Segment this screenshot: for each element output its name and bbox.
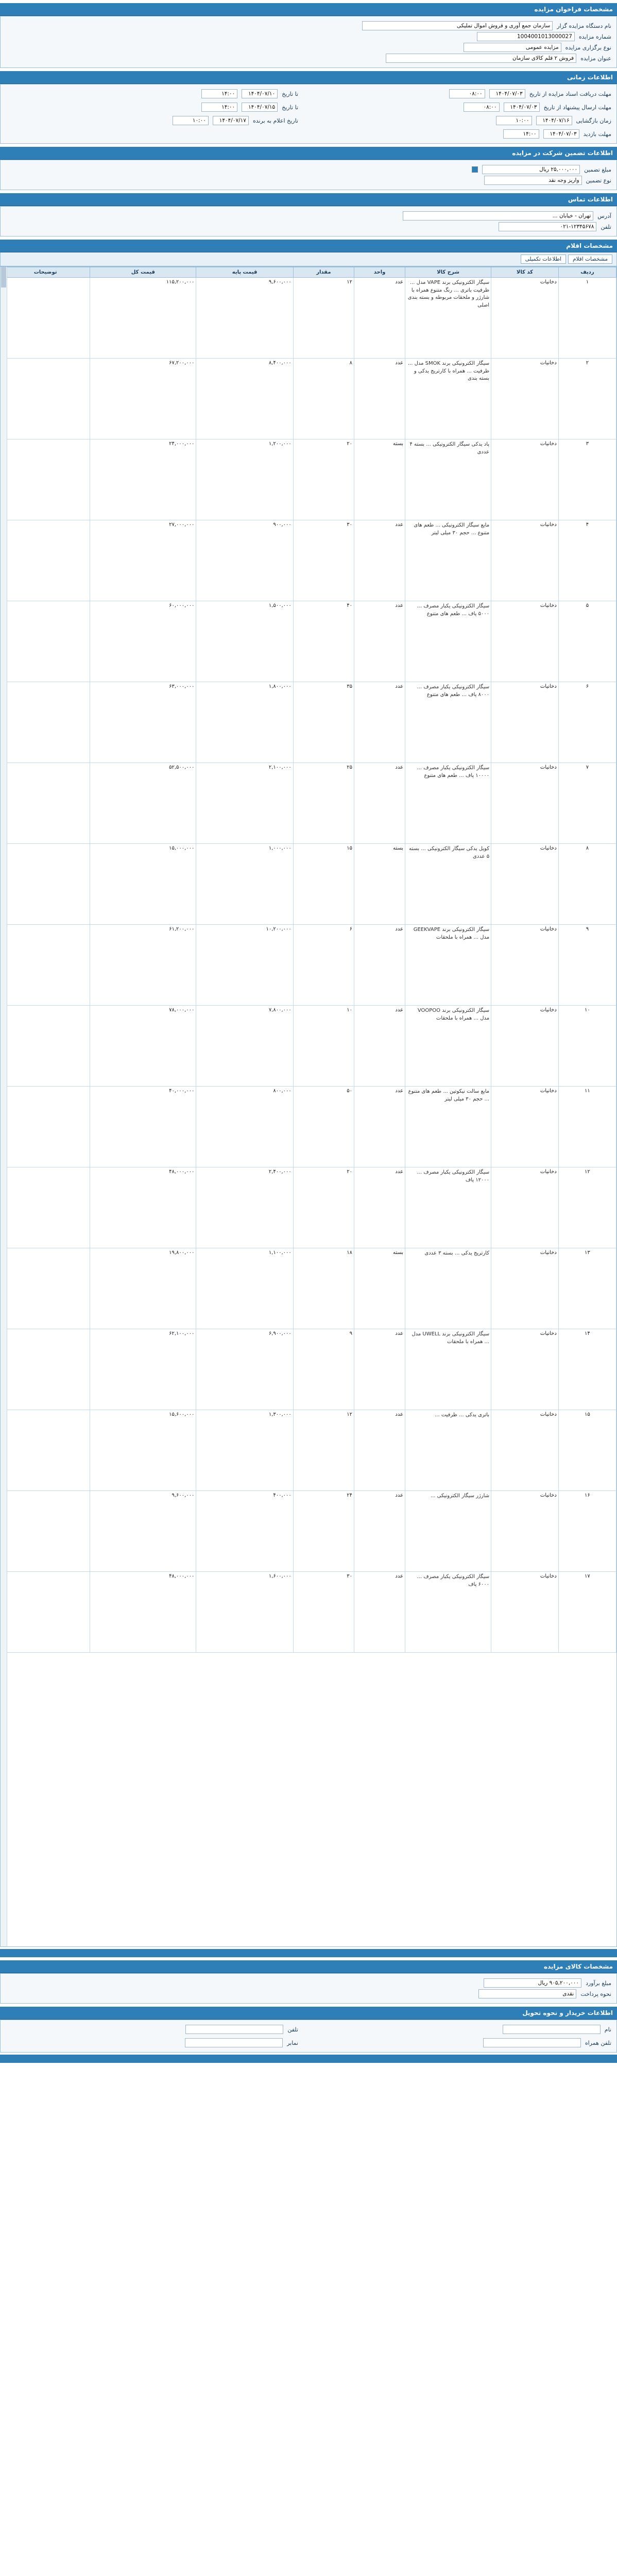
price-cell: ۱,۲۰۰,۰۰۰ [196,439,293,520]
contact-row: آدرس تهران - خیابان ... [6,211,611,221]
notes-cell [1,1006,90,1087]
date-field: ۱۴۰۴/۰۷/۰۳ [489,89,525,98]
row-number-cell: ۵ [558,601,616,682]
description-cell: سیگار الکترونیکی برند VOOPOO مدل ... همراه با ملحقات [405,1006,491,1087]
total-cell: ۴۸,۰۰۰,۰۰۰ [90,1572,196,1653]
total-cell: ۱۵,۶۰۰,۰۰۰ [90,1410,196,1491]
price-cell: ۱,۱۰۰,۰۰۰ [196,1248,293,1329]
total-cell: ۲۴,۰۰۰,۰۰۰ [90,439,196,520]
price-cell: ۱,۶۰۰,۰۰۰ [196,1572,293,1653]
timing-row: تاریخ اعلام به برنده ۱۴۰۴/۰۷/۱۷ ۱۰:۰۰ [6,116,298,125]
quantity-cell: ۶ [293,925,354,1006]
unit-cell: بسته [354,844,405,925]
price-cell: ۱۰,۲۰۰,۰۰۰ [196,925,293,1006]
notes-cell [1,1248,90,1329]
col-header: کد کالا [491,267,559,278]
code-cell: دخانیات [491,601,559,682]
winner-row: نحوه پرداخت نقدی [6,1989,611,1998]
code-cell: دخانیات [491,1248,559,1329]
col-header: قیمت کل [90,267,196,278]
quantity-cell: ۳۵ [293,682,354,763]
total-cell: ۶۳,۰۰۰,۰۰۰ [90,682,196,763]
notes-cell [1,439,90,520]
table-row [1,1248,616,1329]
notes-cell [1,682,90,763]
total-cell: ۵۲,۵۰۰,۰۰۰ [90,763,196,844]
section-header-financial: اطلاعات تضمین شرکت در مزایده [0,147,617,160]
code-cell: دخانیات [491,439,559,520]
info-row: عنوان مزایده فروش ۲ قلم کالای سازمان [6,54,611,63]
name-input[interactable] [503,2025,601,2034]
description-cell: سیگار الکترونیکی یکبار مصرف ... ۶۰۰۰ پاف [405,1572,491,1653]
section-header-timing: اطلاعات زمانی [0,71,617,84]
description-cell: سیگار الکترونیکی یکبار مصرف ... ۸۰۰۰ پاف ... طعم های متنوع [405,682,491,763]
items-tabbar [0,252,617,266]
buyer-row: تلفن [6,2025,298,2034]
table-row [1,1329,616,1410]
financial-row: نوع تضمین واریز وجه نقد [6,176,611,185]
contact-panel [0,206,617,236]
description-cell: باتری یدکی ... ظرفیت ... [405,1410,491,1491]
description-cell: سیگار الکترونیکی یکبار مصرف ... ۱۲۰۰۰ پاف [405,1167,491,1248]
row-number-cell: ۱۵ [558,1410,616,1491]
table-header-row [1,267,616,278]
col-header: ردیف [558,267,616,278]
phone-field: ۰۲۱-۱۲۳۴۵۶۷۸ [499,222,596,231]
financial-row: مبلغ تضمین ۲۵,۰۰۰,۰۰۰ ریال [6,165,611,174]
price-cell: ۱,۵۰۰,۰۰۰ [196,601,293,682]
notes-cell [1,925,90,1006]
description-cell: کارتریج یدکی ... بسته ۳ عددی [405,1248,491,1329]
unit-cell: عدد [354,278,405,359]
table-row [1,278,616,359]
price-cell: ۹,۶۰۰,۰۰۰ [196,278,293,359]
quantity-cell: ۲۵ [293,763,354,844]
row-number-cell: ۱۷ [558,1572,616,1653]
unit-cell: عدد [354,1410,405,1491]
payment-field: نقدی [478,1989,576,1998]
date-field: ۱۴۰۴/۰۷/۱۰ [242,89,278,98]
timing-row: مهلت بازدید ۱۴۰۴/۰۷/۰۳ ۱۴:۰۰ [319,129,611,139]
row-number-cell: ۱۲ [558,1167,616,1248]
auction-number-field: 1004001013000027 [477,32,575,41]
col-header: مقدار [293,267,354,278]
quantity-cell: ۲۰ [293,439,354,520]
vertical-scrollbar[interactable] [1,267,7,1946]
buyer-grid [6,2023,611,2049]
financial-panel [0,160,617,190]
total-cell: ۹,۶۰۰,۰۰۰ [90,1491,196,1572]
unit-cell: عدد [354,1087,405,1167]
row-number-cell: ۱۱ [558,1087,616,1167]
table-row [1,1087,616,1167]
total-cell: ۷۸,۰۰۰,۰۰۰ [90,1006,196,1087]
description-cell: پاد یدکی سیگار الکترونیکی ... بسته ۴ عددی [405,439,491,520]
code-cell: دخانیات [491,1006,559,1087]
quantity-cell: ۳۰ [293,520,354,601]
total-cell: ۴۰,۰۰۰,۰۰۰ [90,1087,196,1167]
description-cell: مایع سیگار الکترونیکی ... طعم های متنوع ... حجم ۳۰ میلی لیتر [405,520,491,601]
time-field: ۱۰:۰۰ [173,116,209,125]
notes-cell [1,1167,90,1248]
section-header-items: مشخصات اقلام [0,240,617,252]
price-cell: ۲,۱۰۰,۰۰۰ [196,763,293,844]
total-cell: ۶۲,۱۰۰,۰۰۰ [90,1329,196,1410]
code-cell: دخانیات [491,359,559,439]
description-cell: کویل یدکی سیگار الکترونیکی ... بسته ۵ عددی [405,844,491,925]
info-panel [0,16,617,68]
estimate-field: ۹۰۵,۲۰۰,۰۰۰ ریال [484,1978,581,1988]
table-row [1,601,616,682]
table-row [1,1167,616,1248]
section-header-contact: اطلاعات تماس [0,193,617,206]
time-field: ۰۸:۰۰ [464,103,500,112]
notes-cell [1,1087,90,1167]
row-number-cell: ۱ [558,278,616,359]
description-cell: مایع سالت نیکوتین ... طعم های متنوع ... حجم ۳۰ میلی لیتر [405,1087,491,1167]
total-cell: ۶۰,۰۰۰,۰۰۰ [90,601,196,682]
price-cell: ۲,۴۰۰,۰۰۰ [196,1167,293,1248]
items-table [1,267,616,1653]
code-cell: دخانیات [491,1572,559,1653]
quantity-cell: ۳۰ [293,1572,354,1653]
table-row [1,682,616,763]
row-number-cell: ۴ [558,520,616,601]
code-cell: دخانیات [491,520,559,601]
price-cell: ۱,۰۰۰,۰۰۰ [196,844,293,925]
info-row: نام دستگاه مزایده گزار سازمان جمع آوری و فروش اموال تملیکی [6,21,611,30]
code-cell: دخانیات [491,1410,559,1491]
code-cell: دخانیات [491,763,559,844]
tab-items[interactable]: مشخصات اقلام [568,255,612,264]
info-row: نوع برگزاری مزایده مزایده عمومی [6,43,611,52]
unit-cell: عدد [354,763,405,844]
quantity-cell: ۸ [293,359,354,439]
code-cell: دخانیات [491,278,559,359]
col-header: توضیحات [1,267,90,278]
buyer-row: نمابر [6,2038,298,2047]
phone-input[interactable] [185,2025,283,2034]
fax-input[interactable] [185,2038,283,2047]
quantity-cell: ۱۲ [293,1410,354,1491]
quantity-cell: ۲۴ [293,1491,354,1572]
notes-cell [1,520,90,601]
contact-row: تلفن ۰۲۱-۱۲۳۴۵۶۷۸ [6,222,611,231]
tab-extra[interactable]: اطلاعات تکمیلی [521,255,566,264]
description-cell: سیگار الکترونیکی برند VAPE مدل ... ظرفیت باتری ... رنگ متنوع همراه با شارژر و ملحقات مربوطه و بسته بندی اصلی [405,278,491,359]
total-cell: ۶۷,۲۰۰,۰۰۰ [90,359,196,439]
section-header-1: مشخصات فراخوان مزایده [0,3,617,16]
description-cell: سیگار الکترونیکی یکبار مصرف ... ۵۰۰۰ پاف ... طعم های متنوع [405,601,491,682]
timing-row: تا تاریخ ۱۴۰۴/۰۷/۱۰ ۱۴:۰۰ [6,89,298,98]
row-number-cell: ۱۶ [558,1491,616,1572]
col-header: واحد [354,267,405,278]
code-cell: دخانیات [491,844,559,925]
auction-type-field: مزایده عمومی [464,43,561,52]
buyer-row: تلفن همراه [319,2038,611,2047]
date-field: ۱۴۰۴/۰۷/۱۶ [536,116,572,125]
unit-cell: عدد [354,1167,405,1248]
unit-cell: عدد [354,1329,405,1410]
row-number-cell: ۹ [558,925,616,1006]
quantity-cell: ۵۰ [293,1087,354,1167]
quantity-cell: ۱۰ [293,1006,354,1087]
table-row [1,520,616,601]
time-field: ۰۸:۰۰ [449,89,485,98]
code-cell: دخانیات [491,1491,559,1572]
buyer-row: نام [319,2025,611,2034]
price-cell: ۸,۴۰۰,۰۰۰ [196,359,293,439]
total-cell: ۲۷,۰۰۰,۰۰۰ [90,520,196,601]
code-cell: دخانیات [491,1167,559,1248]
date-field: ۱۴۰۴/۰۷/۱۷ [213,116,249,125]
timing-row: مهلت دریافت اسناد مزایده از تاریخ ۱۴۰۴/۰۷/۰۳ ۰۸:۰۰ [319,89,611,98]
timing-row: مهلت ارسال پیشنهاد از تاریخ ۱۴۰۴/۰۷/۰۳ ۰۸:۰۰ [319,103,611,112]
guarantee-field: ۲۵,۰۰۰,۰۰۰ ریال [482,165,580,174]
winner-panel [0,1973,617,2004]
price-cell: ۷,۸۰۰,۰۰۰ [196,1006,293,1087]
mobile-input[interactable] [483,2038,581,2047]
table-row [1,1572,616,1653]
quantity-cell: ۱۸ [293,1248,354,1329]
items-body [1,278,616,1653]
table-row [1,1410,616,1491]
notes-cell [1,359,90,439]
timing-grid [6,88,611,140]
guarantee-checkbox[interactable] [472,166,478,173]
time-field: ۱۰:۰۰ [496,116,532,125]
price-cell: ۹۰۰,۰۰۰ [196,520,293,601]
row-number-cell: ۳ [558,439,616,520]
price-cell: ۴۰۰,۰۰۰ [196,1491,293,1572]
price-cell: ۱,۳۰۰,۰۰۰ [196,1410,293,1491]
price-cell: ۱,۸۰۰,۰۰۰ [196,682,293,763]
date-field: ۱۴۰۴/۰۷/۱۵ [242,103,278,112]
date-field: ۱۴۰۴/۰۷/۰۳ [504,103,540,112]
scroll-thumb[interactable] [1,267,6,287]
auction-title-field: فروش ۲ قلم کالای سازمان [386,54,576,63]
notes-cell [1,1491,90,1572]
timing-row: تا تاریخ ۱۴۰۴/۰۷/۱۵ ۱۴:۰۰ [6,103,298,112]
timing-row: زمان بازگشایی ۱۴۰۴/۰۷/۱۶ ۱۰:۰۰ [319,116,611,125]
section-header-buyer: اطلاعات خریدار و نحوه تحویل [0,2007,617,2020]
table-row [1,1491,616,1572]
description-cell: سیگار الکترونیکی برند SMOK مدل ... ظرفیت ... همراه با کارتریج یدکی و بسته بندی [405,359,491,439]
time-field: ۱۴:۰۰ [503,129,539,139]
row-number-cell: ۷ [558,763,616,844]
table-row [1,1006,616,1087]
row-number-cell: ۱۳ [558,1248,616,1329]
price-cell: ۶,۹۰۰,۰۰۰ [196,1329,293,1410]
unit-cell: عدد [354,682,405,763]
description-cell: شارژر سیگار الکترونیکی ... [405,1491,491,1572]
total-cell: ۱۵,۰۰۰,۰۰۰ [90,844,196,925]
notes-cell [1,601,90,682]
table-row [1,763,616,844]
timing-panel [0,84,617,144]
unit-cell: بسته [354,1248,405,1329]
notes-cell [1,1410,90,1491]
table-row [1,439,616,520]
page-footer-bar [0,2055,617,2063]
total-cell: ۱۹,۸۰۰,۰۰۰ [90,1248,196,1329]
unit-cell: عدد [354,1491,405,1572]
org-name-field: سازمان جمع آوری و فروش اموال تملیکی [362,21,553,30]
buyer-panel [0,2020,617,2053]
unit-cell: بسته [354,439,405,520]
table-row [1,844,616,925]
time-field: ۱۴:۰۰ [201,103,237,112]
price-cell: ۸۰۰,۰۰۰ [196,1087,293,1167]
col-header: قیمت پایه [196,267,293,278]
unit-cell: عدد [354,601,405,682]
total-cell: ۴۸,۰۰۰,۰۰۰ [90,1167,196,1248]
col-header: شرح کالا [405,267,491,278]
row-number-cell: ۲ [558,359,616,439]
code-cell: دخانیات [491,1087,559,1167]
row-number-cell: ۶ [558,682,616,763]
code-cell: دخانیات [491,925,559,1006]
address-field: تهران - خیابان ... [403,211,593,221]
unit-cell: عدد [354,359,405,439]
unit-cell: عدد [354,1006,405,1087]
items-scroll-frame[interactable] [0,266,617,1947]
quantity-cell: ۲۰ [293,1167,354,1248]
date-field: ۱۴۰۴/۰۷/۰۳ [543,129,579,139]
quantity-cell: ۴۰ [293,601,354,682]
quantity-cell: ۱۲ [293,278,354,359]
description-cell: سیگار الکترونیکی برند GEEKVAPE مدل ... همراه با ملحقات [405,925,491,1006]
quantity-cell: ۱۵ [293,844,354,925]
unit-cell: عدد [354,520,405,601]
table-row [1,359,616,439]
notes-cell [1,1329,90,1410]
info-row: شماره مزایده 1004001013000027 [6,32,611,41]
notes-cell [1,844,90,925]
row-number-cell: ۱۰ [558,1006,616,1087]
row-number-cell: ۱۴ [558,1329,616,1410]
notes-cell [1,1572,90,1653]
description-cell: سیگار الکترونیکی یکبار مصرف ... ۱۰۰۰۰ پاف ... طعم های متنوع [405,763,491,844]
unit-cell: عدد [354,1572,405,1653]
row-number-cell: ۸ [558,844,616,925]
unit-cell: عدد [354,925,405,1006]
description-cell: سیگار الکترونیکی برند UWELL مدل ... همراه با ملحقات [405,1329,491,1410]
notes-cell [1,278,90,359]
winner-row: مبلغ برآورد ۹۰۵,۲۰۰,۰۰۰ ریال [6,1978,611,1988]
items-footer-bar [0,1949,617,1957]
table-row [1,925,616,1006]
total-cell: ۶۱,۲۰۰,۰۰۰ [90,925,196,1006]
quantity-cell: ۹ [293,1329,354,1410]
guarantee-method-field: واریز وجه نقد [484,176,582,185]
time-field: ۱۴:۰۰ [201,89,237,98]
total-cell: ۱۱۵,۲۰۰,۰۰۰ [90,278,196,359]
page [0,3,617,2063]
notes-cell [1,763,90,844]
code-cell: دخانیات [491,1329,559,1410]
code-cell: دخانیات [491,682,559,763]
section-header-winner: مشخصات کالای مزایده [0,1960,617,1973]
